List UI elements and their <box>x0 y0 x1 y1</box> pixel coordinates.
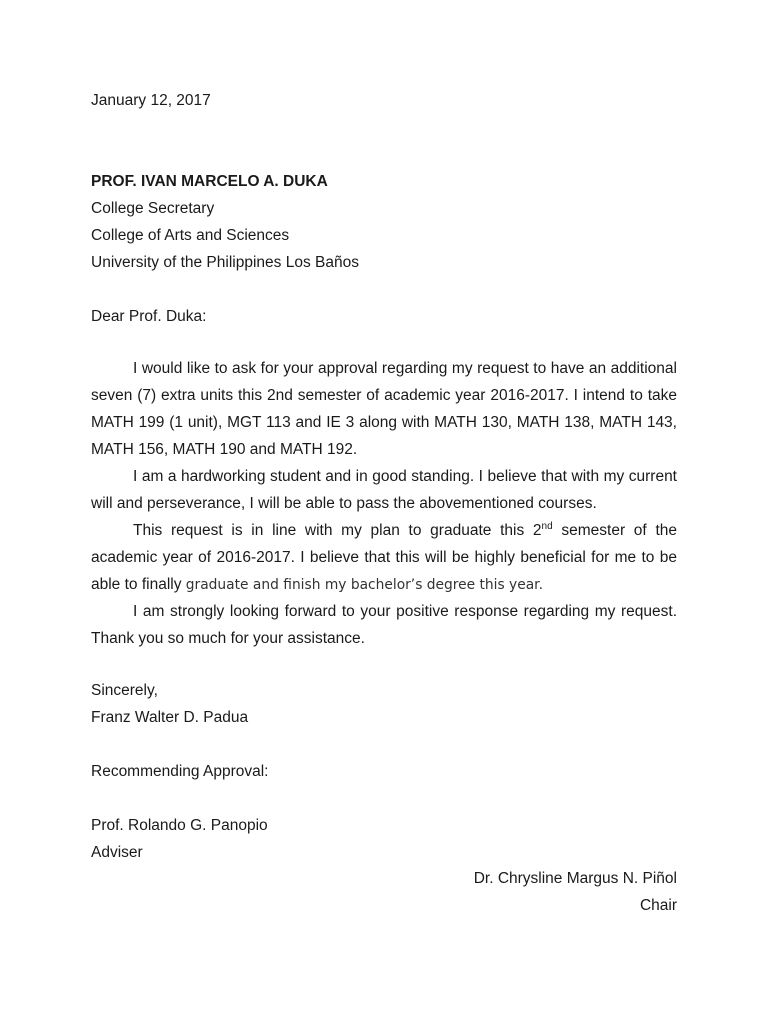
body-paragraph-1: I would like to ask for your approval regarding my request to have an additional seven (7) extra units this 2nd semester of academic year 2016-2017. I intend to take MATH 199 (1 unit), MGT 113 and IE 3 along with MATH 130, MATH 138, MATH 143, MATH 156, MATH 190 and MATH 192. <box>91 360 677 458</box>
sender-name: Franz Walter D. Padua <box>91 709 249 726</box>
chair-name: Dr. Chrysline Margus N. Piñol <box>473 870 677 887</box>
recommending-approval-label: Recommending Approval: <box>91 763 269 780</box>
body-paragraph-3-part-a: This request is in line with my plan to graduate this 2 <box>133 522 542 539</box>
recipient-college: College of Arts and Sciences <box>91 227 290 244</box>
recipient-title: College Secretary <box>91 200 215 217</box>
recipient-name: PROF. IVAN MARCELO A. DUKA <box>91 173 328 190</box>
recipient-university: University of the Philippines Los Baños <box>91 254 359 271</box>
adviser-title: Adviser <box>91 844 143 861</box>
salutation: Dear Prof. Duka: <box>91 308 207 325</box>
adviser-name: Prof. Rolando G. Panopio <box>91 817 268 834</box>
body-paragraph-3 <box>91 517 677 599</box>
letter-date: January 12, 2017 <box>91 92 211 109</box>
body-paragraph-4: I am strongly looking forward to your positive response regarding my request. Thank you so much for your assistance. <box>91 603 677 647</box>
body-paragraph-3-part-c: graduate and finish my bachelor’s degree this year. <box>185 577 543 593</box>
valediction: Sincerely, <box>91 682 158 699</box>
body-paragraph-2: I am a hardworking student and in good standing. I believe that with my current will and perseverance, I will be able to pass the abovementioned courses. <box>91 468 677 512</box>
chair-title: Chair <box>639 897 677 914</box>
body-paragraph-3-part-b: semester of the academic year of 2016-2017. I believe that this will be highly beneficial for me to be able to finally <box>91 522 677 593</box>
ordinal-suffix: nd <box>541 520 553 532</box>
